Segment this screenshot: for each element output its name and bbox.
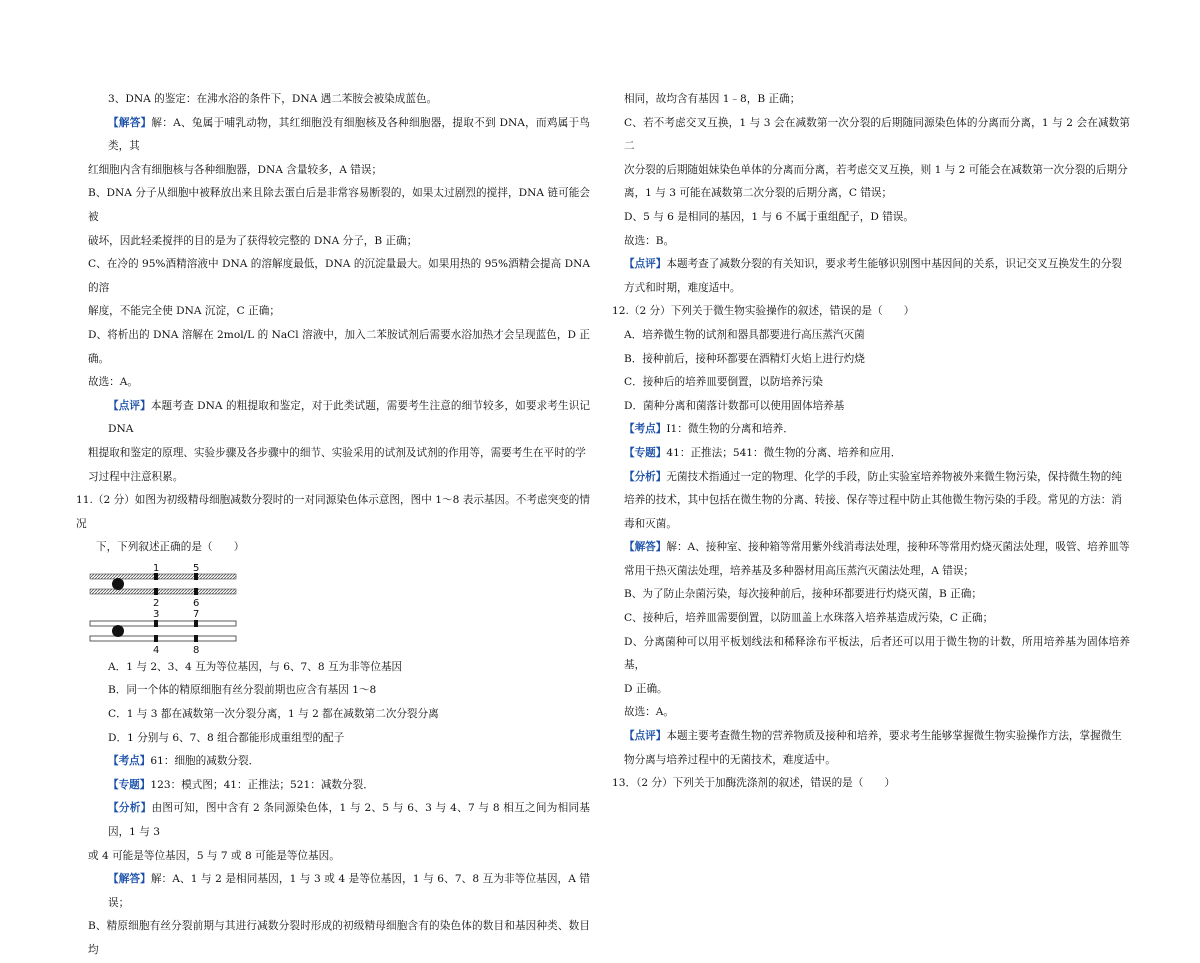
comment-line: 【点评】本题主要考查微生物的营养物质及接种和培养，要求考生能够掌握微生物实验操作方法，掌握微生	[624, 730, 1122, 743]
answer-tag: 【解答】	[108, 873, 151, 886]
text-line: C、在冷的 95%酒精溶液中 DNA 的溶解度最低，DNA 的沉淀量最大。如果用热的 95%酒精会提高 DNA 的溶	[88, 258, 590, 294]
gene-label-1: 1	[153, 562, 160, 574]
comment-line: 【点评】本题考查 DNA 的粗提取和鉴定，对于此类试题，需要考生注意的细节较多，如要求考生识记 DNA	[108, 399, 591, 436]
kaodian-line: 【考点】I1：微生物的分离和培养．	[624, 423, 794, 436]
comment-line: 【点评】本题考查了减数分裂的有关知识，要求考生能够识别图中基因间的关系，识记交叉互换发生的分裂	[624, 258, 1122, 271]
gene-mark	[154, 635, 158, 642]
kaodian-tag: 【考点】	[108, 755, 151, 768]
gene-mark	[194, 635, 198, 642]
chromatid-1	[90, 574, 236, 579]
gene-mark	[154, 573, 158, 580]
chromatid-4	[90, 636, 236, 641]
text-line: 故选：A。	[88, 376, 139, 389]
option-a: A．1 与 2、3、4 互为等位基因，与 6、7、8 互为非等位基因	[108, 660, 403, 673]
text-line: 破坏，因此轻柔搅拌的目的是为了获得较完整的 DNA 分子，B 正确；	[88, 234, 418, 247]
option-d: D．1 分别与 6、7、8 组合都能形成重组型的配子	[108, 731, 345, 744]
text-line: 习过程中注意积累。	[88, 470, 184, 483]
text-line: D、将析出的 DNA 溶解在 2mol/L 的 NaCl 溶液中，加入二苯胺试剂后需要水浴加热才会呈现蓝色，D 正确。	[88, 328, 590, 365]
comment-tag: 【点评】	[108, 399, 151, 412]
option-d: D．菌种分离和菌落计数都可以使用固体培养基	[624, 399, 845, 412]
zhuanti-line: 【专题】41：正推法；541：微生物的分离、培养和应用．	[624, 446, 902, 459]
zhuanti-tag: 【专题】	[108, 778, 151, 791]
chromosome-figure	[88, 562, 590, 654]
text-line: 或 4 可能是等位基因，5 与 7 或 8 可能是等位基因。	[88, 849, 340, 862]
gene-label-4: 4	[153, 644, 160, 654]
question-11: 11.（2 分）如图为初级精母细胞减数分裂时的一对同源染色体示意图，图中 1～8 表示基因。不考虑突变的情况	[76, 494, 590, 530]
gene-label-3: 3	[153, 608, 160, 620]
gene-label-7: 7	[193, 608, 200, 620]
option-c: C．接种后的培养皿要倒置，以防培养污染	[624, 376, 823, 389]
fenxi-line: 【分析】无菌技术指通过一定的物理、化学的手段，防止实验室培养物被外来微生物污染，保持微生物的纯	[624, 470, 1122, 483]
text-line: 故选：A。	[624, 706, 675, 719]
zhuanti-line: 【专题】123：模式图；41：正推法；521：减数分裂．	[108, 778, 374, 791]
gene-label-5: 5	[193, 562, 200, 574]
question-11-cont: 下，下列叙述正确的是（ ）	[96, 541, 245, 554]
gene-label-8: 8	[193, 644, 200, 654]
chromosome-diagram	[88, 562, 248, 654]
option-b: B．接种前后，接种环都要在酒精灯火焰上进行灼烧	[624, 352, 865, 365]
text-line: 粗提取和鉴定的原理、实验步骤及各步骤中的细节、实验采用的试剂及试剂的作用等，需要考生在平时的学	[88, 446, 586, 459]
text-line: B、为了防止杂菌污染，每次接种前后，接种环都要进行灼烧灭菌，B 正确；	[624, 588, 982, 601]
comment-tag: 【点评】	[624, 730, 667, 743]
fenxi-tag: 【分析】	[624, 470, 667, 483]
text-line: 离，1 与 3 可能在减数第二次分裂的后期分离，C 错误；	[624, 187, 893, 200]
text-line: 次分裂的后期随姐妹染色单体的分离而分离，若考虑交叉互换，则 1 与 2 可能会在减数第一次分裂的后期分	[624, 163, 1128, 176]
right-column	[612, 88, 1130, 796]
answer-line: 【解答】解：A、1 与 2 是相同基因，1 与 3 或 4 是等位基因，1 与 6、7、8 互为非等位基因，A 错误；	[108, 873, 590, 909]
gene-mark	[154, 588, 158, 595]
answer-tag: 【解答】	[108, 116, 152, 129]
text-line: D、5 与 6 是相同的基因，1 与 6 不属于重组配子，D 错误。	[624, 210, 914, 223]
centromere-2	[112, 625, 124, 637]
text-line: 毒和灭菌。	[624, 517, 677, 530]
text-line: 红细胞内含有细胞核与各种细胞器，DNA 含量较多，A 错误；	[88, 163, 383, 176]
gene-mark	[154, 620, 158, 627]
chromatid-2	[90, 589, 236, 594]
gene-mark	[194, 620, 198, 627]
gene-mark	[194, 588, 198, 595]
chromatid-3	[90, 621, 236, 626]
answer-line: 【解答】解：A、接种室、接种箱等常用紫外线消毒法处理，接种环等常用灼烧灭菌法处理，吸管、培养皿等	[624, 541, 1130, 554]
text-line: C、若不考虑交叉互换，1 与 3 会在减数第一次分裂的后期随同源染色体的分离而分离，1 与 2 会在减数第二	[624, 116, 1130, 153]
text-line: D 正确。	[624, 682, 668, 695]
text-line: 培养的技术，其中包括在微生物的分离、转接、保存等过程中防止其他微生物污染的手段。常见的方法：消	[624, 494, 1122, 507]
fenxi-tag: 【分析】	[108, 802, 152, 815]
question-13: 13．（2 分）下列关于加酶洗涤剂的叙述，错误的是（ ）	[612, 777, 896, 790]
answer-tag: 【解答】	[624, 541, 667, 554]
text-line: B、精原细胞有丝分裂前期与其进行减数分裂时形成的初级精母细胞含有的染色体的数目和基因种类、数目均	[88, 920, 590, 956]
gene-label-6: 6	[193, 597, 200, 609]
gene-label-2: 2	[153, 597, 160, 609]
text-line: D、分离菌种可以用平板划线法和稀释涂布平板法，后者还可以用于微生物的计数，所用培养基为固体培养基，	[624, 635, 1130, 672]
text-line: 常用干热灭菌法处理，培养基及多种器材用高压蒸汽灭菌法处理，A 错误；	[624, 564, 975, 577]
text-line: 解度，不能完全使 DNA 沉淀，C 正确；	[88, 305, 280, 318]
question-12: 12.（2 分）下列关于微生物实验操作的叙述，错误的是（ ）	[612, 305, 915, 318]
option-b: B．同一个体的精原细胞有丝分裂前期也应含有基因 1～8	[108, 684, 377, 697]
fenxi-line: 【分析】由图可知，图中含有 2 条同源染色体，1 与 2、5 与 6、3 与 4、7 与 8 相互之间为相同基因，1 与 3	[108, 802, 591, 839]
kaodian-tag: 【考点】	[624, 423, 667, 436]
text-line: 方式和时期，难度适中。	[624, 281, 741, 294]
kaodian-line: 【考点】61：细胞的减数分裂．	[108, 755, 260, 768]
option-c: C．1 与 3 都在减数第一次分裂分离，1 与 2 都在减数第二次分裂分离	[108, 708, 439, 721]
text-line: 3、DNA 的鉴定：在沸水浴的条件下，DNA 遇二苯胺会被染成蓝色。	[108, 93, 438, 105]
option-a: A．培养微生物的试剂和器具都要进行高压蒸汽灭菌	[624, 328, 865, 341]
text-line: B、DNA 分子从细胞中被释放出来且除去蛋白后是非常容易断裂的，如果太过剧烈的搅拌，DNA 链可能会被	[88, 187, 590, 223]
left-column	[76, 88, 591, 963]
text-line: 故选：B。	[624, 234, 675, 247]
text-line: C、接种后，培养皿需要倒置，以防皿盖上水珠落入培养基造成污染，C 正确；	[624, 612, 994, 625]
text-line: 物分离与培养过程中的无菌技术，难度适中。	[624, 753, 836, 766]
gene-mark	[194, 573, 198, 580]
zhuanti-tag: 【专题】	[624, 446, 667, 459]
answer-line: 【解答】解：A、兔属于哺乳动物，其红细胞没有细胞核及各种细胞器，提取不到 DNA，而鸡属于鸟类，其	[108, 116, 590, 153]
text-line: 相同，故均含有基因 1﹣8，B 正确；	[624, 93, 801, 105]
centromere-1	[112, 578, 124, 590]
comment-tag: 【点评】	[624, 258, 667, 271]
